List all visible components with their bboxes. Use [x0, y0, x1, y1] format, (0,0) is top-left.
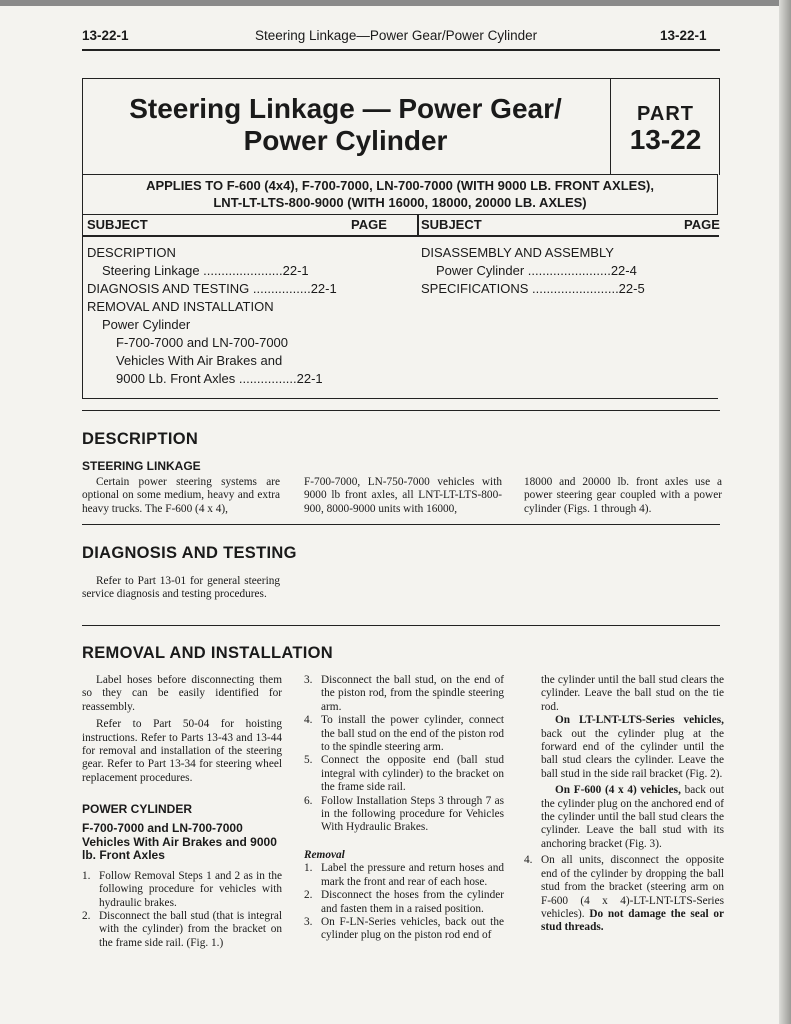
- removal-step: 1. Follow Removal Steps 1 and 2 as in the following procedure for vehicles with hydraulic brakes.: [82, 869, 282, 909]
- toc-item: REMOVAL AND INSTALLATION: [87, 299, 274, 314]
- removal-step: 2. Disconnect the ball stud (that is integral with the cylinder) from the bracket on the frame side rail. (Fig. 1.): [82, 909, 282, 949]
- toc-page-head-left: PAGE: [351, 217, 387, 232]
- install-step: 3. Disconnect the ball stud, on the end of the piston rod, from the spindle steering arm.: [304, 674, 504, 713]
- power-cylinder-subheading: POWER CYLINDER: [82, 802, 193, 817]
- header-title: Steering Linkage—Power Gear/Power Cylinder: [255, 28, 538, 43]
- removal-step: 1. Label the pressure and return hoses and mark the front and rear of each hose.: [304, 862, 504, 888]
- diagnosis-col: [82, 575, 280, 602]
- title-line-1: Steering Linkage — Power Gear/: [129, 93, 562, 124]
- applies-line-2: LNT-LT-LTS-800-9000 (WITH 16000, 18000, 20000 LB. AXLES): [213, 195, 587, 210]
- removal-step: 2. Disconnect the hoses from the cylinder and fasten them in a raised position.: [304, 889, 504, 915]
- removal-continued-text: the cylinder until the ball stud clears the cylinder. Leave the ball stud on the tie rod.: [541, 674, 724, 713]
- removal-col-2: [304, 674, 504, 943]
- diagnosis-text: Refer to Part 13-01 for general steering service diagnosis and testing procedures.: [82, 575, 280, 601]
- toc-item: Power Cylinder .......................22-4: [436, 263, 637, 278]
- toc-item: Vehicles With Air Brakes and: [116, 353, 283, 368]
- toc-subject-head-right: SUBJECT: [421, 217, 482, 232]
- description-text-1: Certain power steering systems are optional on some medium, heavy and extra heavy trucks. The F-600 (4 x 4),: [82, 476, 280, 515]
- removal-para-2: Refer to Part 50-04 for hoisting instructions. Refer to Parts 13-43 and 13-44 for removal and installation of the steering gear. Refer to Part 13-34 for steering wheel replacement procedures.: [82, 718, 282, 784]
- section-rule: [82, 410, 720, 411]
- toc-item: 9000 Lb. Front Axles ................22-1: [116, 371, 323, 386]
- toc-item: Steering Linkage ......................22-1: [102, 263, 309, 278]
- removal-step: 4. On all units, disconnect the opposite end of the cylinder by dropping the ball stud from the bracket (steering arm on F-600 (4 x 4)-LT-LNT-LTS-Series vehicles). Do not damage the seal or stud threads.: [524, 854, 724, 934]
- part-box: [610, 79, 720, 175]
- header-page-right: 13-22-1: [660, 28, 707, 43]
- toc-item: Power Cylinder: [102, 317, 191, 332]
- section-rule: [82, 625, 720, 626]
- toc-page-head-right: PAGE: [684, 217, 720, 232]
- part-number: 13-22: [629, 124, 702, 155]
- toc-item: DESCRIPTION: [87, 245, 176, 260]
- applies-to-banner: [82, 174, 718, 214]
- title-box: [82, 78, 720, 175]
- applies-line-1: APPLIES TO F-600 (4x4), F-700-7000, LN-700-7000 (WITH 9000 LB. FRONT AXLES),: [146, 178, 654, 193]
- removal-para-1: Label hoses before disconnecting them so they can be easily identified for reassembly.: [82, 674, 282, 713]
- toc-item: DIAGNOSIS AND TESTING ................22-1: [87, 281, 337, 296]
- part-label: PART: [637, 103, 694, 125]
- lt-series-text: On LT-LNT-LTS-Series vehicles, back out the cylinder plug at the forward end of the cylinder until the ball stud clears the cylinder. Leave the ball stud in the side rail bracket (Fig. 2).: [541, 714, 724, 780]
- toc-item: SPECIFICATIONS ........................22-5: [421, 281, 645, 296]
- vehicle-subheading: F-700-7000 and LN-700-7000 Vehicles With Air Brakes and 9000 lb. Front Axles: [82, 821, 277, 863]
- header-rule: [82, 49, 720, 51]
- install-step: 5. Connect the opposite end (ball stud integral with cylinder) to the bracket on the frame side rail.: [304, 754, 504, 794]
- install-step: 4. To install the power cylinder, connect the ball stud on the end of the piston rod to the spindle steering arm.: [304, 714, 504, 754]
- toc-item: DISASSEMBLY AND ASSEMBLY: [421, 245, 614, 260]
- removal-step: 3. On F-LN-Series vehicles, back out the cylinder plug on the piston rod end of: [304, 915, 504, 942]
- removal-col-1: [82, 674, 282, 950]
- page-title: [83, 93, 608, 157]
- description-col-1: [82, 476, 280, 516]
- removal-heading: REMOVAL AND INSTALLATION: [82, 644, 334, 662]
- f600-text: On F-600 (4 x 4) vehicles, back out the cylinder plug on the anchored end of the cylinder until the ball stud clears the cylinder. Leave the ball stud with its anchoring bracket (Fig. 3).: [541, 784, 724, 850]
- description-col-2: [304, 476, 502, 516]
- header-page-left: 13-22-1: [82, 28, 129, 43]
- toc-head-rule: [83, 235, 719, 237]
- contents-table: [82, 214, 718, 399]
- removal-label: Removal: [304, 848, 345, 861]
- description-heading: DESCRIPTION: [82, 430, 199, 448]
- scan-top-edge: [0, 0, 791, 6]
- toc-subject-head-left: SUBJECT: [87, 217, 148, 232]
- section-rule: [82, 524, 720, 525]
- description-text-2: F-700-7000, LN-750-7000 vehicles with 9000 lb front axles, all LNT-LT-LTS-800-900, 8000-9000 units with 16000,: [304, 476, 502, 515]
- description-col-3: [524, 476, 722, 516]
- toc-item: F-700-7000 and LN-700-7000: [116, 335, 289, 350]
- toc-divider: [417, 215, 419, 235]
- install-step: 6. Follow Installation Steps 3 through 7 as in the following procedure for Vehicles With Hydraulic Brakes.: [304, 794, 504, 834]
- removal-col-3: [524, 674, 724, 935]
- title-line-2: Power Cylinder: [243, 125, 448, 156]
- description-text-3: 18000 and 20000 lb. front axles use a power steering gear coupled with a power cylinder (Figs. 1 through 4).: [524, 476, 722, 515]
- steering-linkage-subheading: STEERING LINKAGE: [82, 459, 201, 473]
- diagnosis-heading: DIAGNOSIS AND TESTING: [82, 544, 297, 562]
- scan-right-edge: [779, 0, 791, 1024]
